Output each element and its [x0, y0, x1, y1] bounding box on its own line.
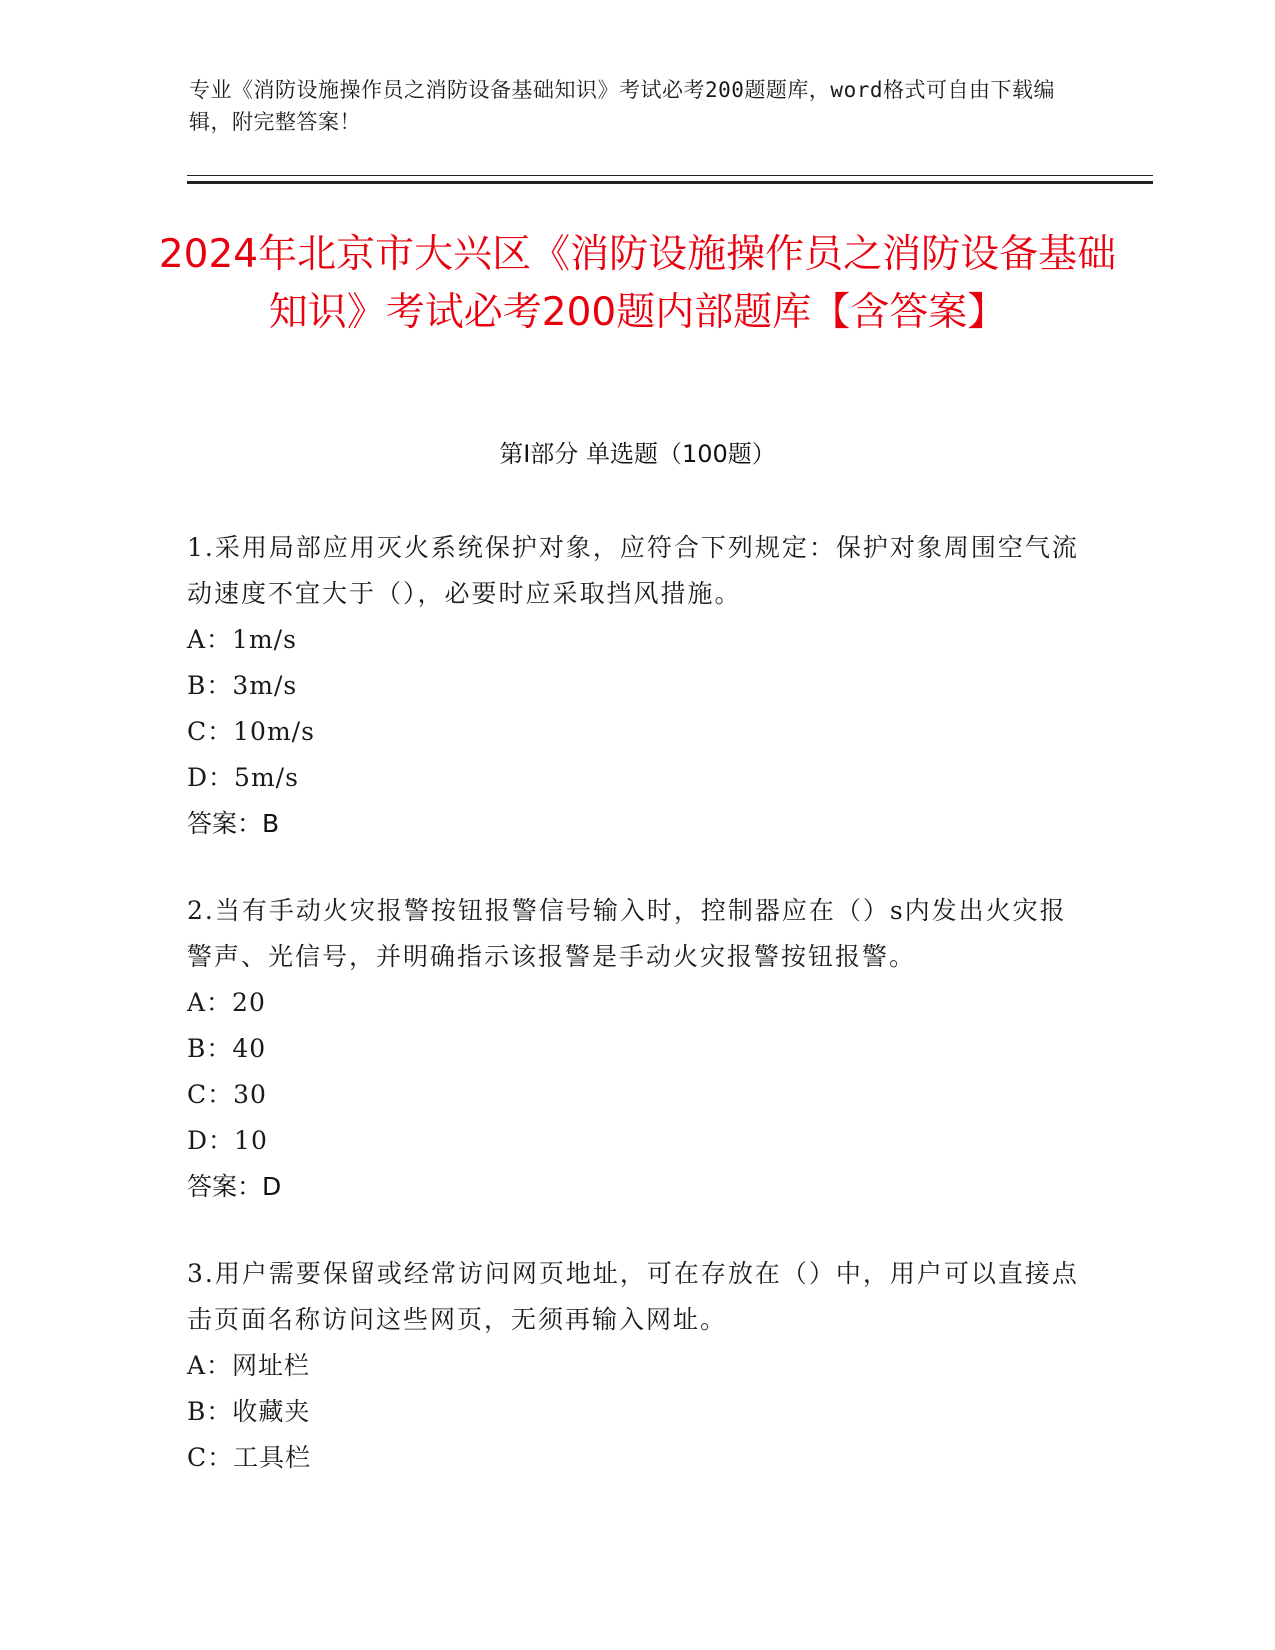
answer: 答案：D: [187, 1172, 282, 1201]
option-b: B：40: [187, 1034, 267, 1063]
option-a: A：网址栏: [187, 1351, 311, 1380]
option-c: C：30: [187, 1080, 267, 1109]
question-stem: 2.当有手动火灾报警按钮报警信号输入时，控制器应在（）s内发出火灾报警声、光信号，并明确指示该报警是手动火灾报警按钮报警。: [187, 896, 1067, 971]
answer: 答案：B: [187, 809, 280, 838]
header-divider-thin: [187, 175, 1153, 176]
document-title: 2024年北京市大兴区《消防设施操作员之消防设备基础知识》考试必考200题内部题库【含答案】: [158, 232, 1117, 335]
option-c: C：工具栏: [187, 1443, 312, 1472]
option-a: A：1m/s: [187, 625, 297, 654]
question-stem: 1.采用局部应用灭火系统保护对象，应符合下列规定：保护对象周围空气流动速度不宜大于（），必要时应采取挡风措施。: [187, 533, 1079, 608]
option-c: C：10m/s: [187, 717, 315, 746]
option-a: A：20: [187, 988, 266, 1017]
question-2: [187, 888, 1087, 1210]
option-d: D：10: [187, 1126, 268, 1155]
option-b: B：收藏夹: [187, 1397, 311, 1426]
option-b: B：3m/s: [187, 671, 298, 700]
header-note: 专业《消防设施操作员之消防设备基础知识》考试必考200题题库，word格式可自由下载编辑，附完整答案！: [189, 78, 1055, 134]
question-stem: 3.用户需要保留或经常访问网页地址，可在存放在（）中，用户可以直接点击页面名称访问这些网页，无须再输入网址。: [187, 1259, 1079, 1334]
section-title: 第I部分 单选题（100题）: [499, 440, 776, 468]
question-3: [187, 1251, 1087, 1481]
header-divider-thick: [187, 181, 1153, 184]
question-1: [187, 525, 1087, 847]
option-d: D：5m/s: [187, 763, 299, 792]
